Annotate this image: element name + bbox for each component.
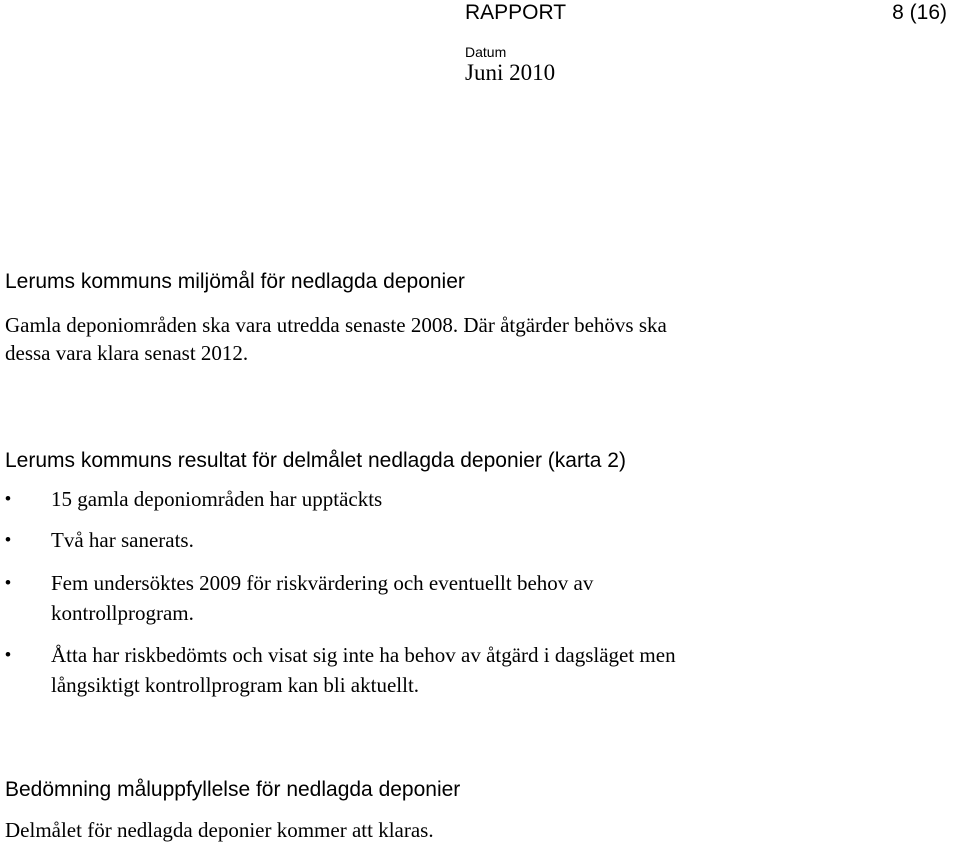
list-item-line: Fem undersöktes 2009 för riskvärdering och eventuellt behov av: [51, 571, 594, 595]
bullet-icon: •: [5, 573, 11, 592]
list-item-text: [51, 484, 951, 514]
assessment-paragraph: Delmålet för nedlagda deponier kommer att klaras.: [5, 818, 434, 842]
report-label: RAPPORT: [465, 1, 567, 24]
list-item-text: [51, 525, 951, 555]
date-label: Datum: [465, 44, 507, 60]
goal-text-line-2: dessa vara klara senast 2012.: [5, 341, 249, 365]
list-item-line: kontrollprogram.: [51, 601, 194, 625]
page-number: 8 (16): [892, 1, 947, 24]
goal-paragraph: [5, 311, 667, 367]
result-heading: Lerums kommuns resultat för delmålet nedlagda deponier (karta 2): [5, 449, 626, 472]
bullet-icon: •: [5, 645, 11, 664]
goal-text-line-1: Gamla deponiområden ska vara utredda senaste 2008. Där åtgärder behövs ska: [5, 313, 667, 337]
list-item-text: [51, 640, 951, 700]
list-item-line: Två har sanerats.: [51, 528, 194, 552]
bullet-icon: •: [5, 530, 11, 549]
list-item-line: 15 gamla deponiområden har upptäckts: [51, 487, 383, 511]
date-value: Juni 2010: [465, 60, 556, 85]
list-item-text: [51, 568, 951, 628]
list-item-line: Åtta har riskbedömts och visat sig inte ha behov av åtgärd i dagsläget men: [51, 643, 676, 667]
assessment-heading: Bedömning måluppfyllelse för nedlagda deponier: [5, 778, 461, 801]
list-item-line: långsiktigt kontrollprogram kan bli aktuellt.: [51, 673, 420, 697]
bullet-icon: •: [5, 489, 11, 508]
goal-heading: Lerums kommuns miljömål för nedlagda deponier: [5, 270, 465, 293]
